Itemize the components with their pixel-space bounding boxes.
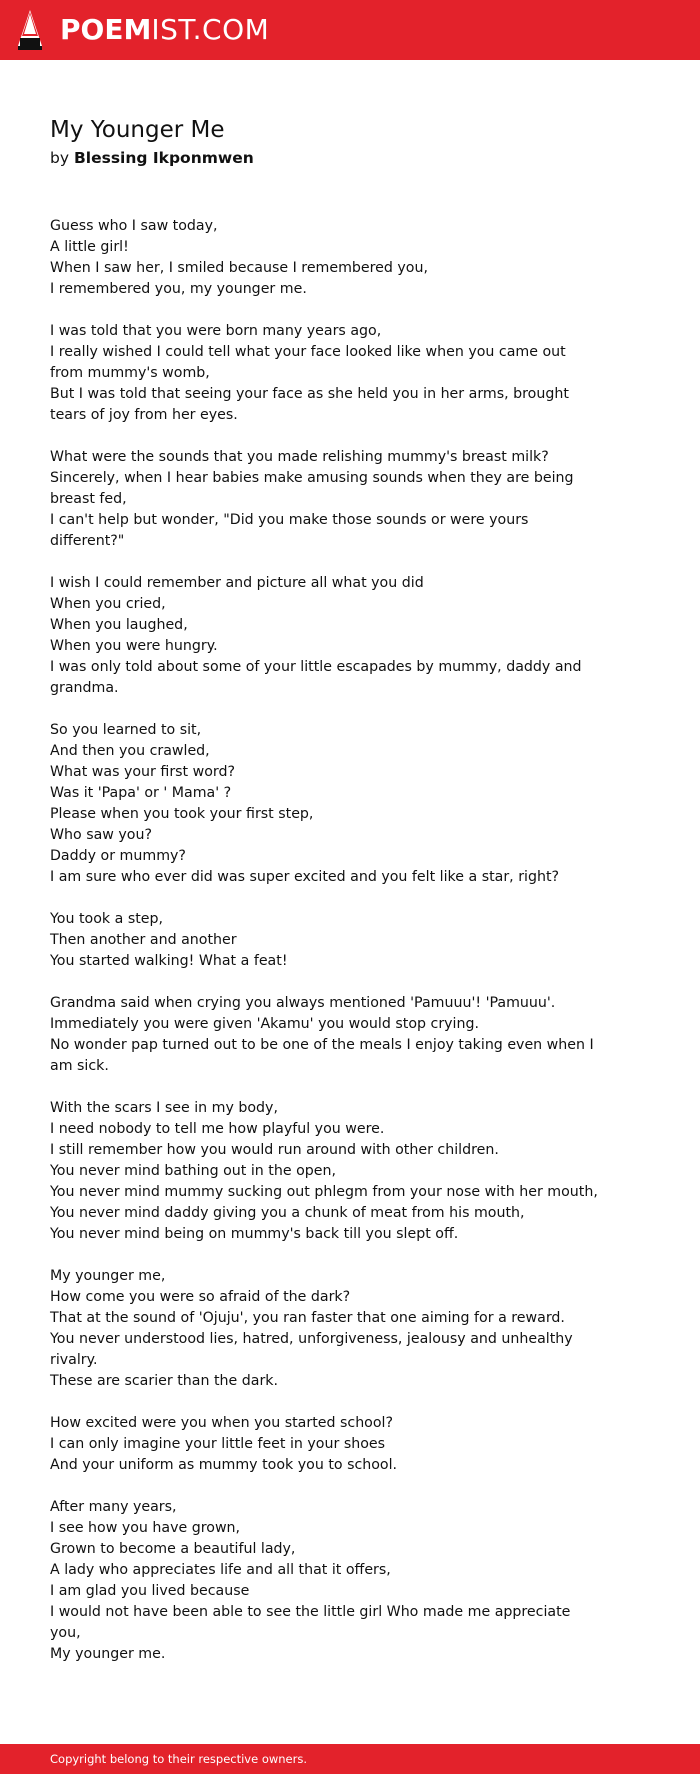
poem-line: I see how you have grown, [50, 1520, 241, 1536]
poem-line: breast fed, [50, 491, 127, 507]
poem-line: After many years, [50, 1499, 177, 1515]
poem-line: You never understood lies, hatred, unforgiveness, jealousy and unhealthy [50, 1331, 573, 1347]
poem-line: tears of joy from her eyes. [50, 407, 238, 423]
poem-line: Daddy or mummy? [50, 848, 186, 864]
poem-line: I still remember how you would run around with other children. [50, 1142, 499, 1158]
poem-line: No wonder pap turned out to be one of the meals I enjoy taking even when I [50, 1037, 594, 1053]
poem-line: What were the sounds that you made relishing mummy's breast milk? [50, 449, 549, 465]
poem-line: Grown to become a beautiful lady, [50, 1541, 296, 1557]
poem-stanza [50, 993, 610, 1077]
logo-bold-part: POEM [60, 13, 152, 46]
poem-stanza [50, 1497, 610, 1665]
poem-byline [50, 147, 610, 169]
poem-line: different?" [50, 533, 125, 549]
poem-line: Who saw you? [50, 827, 153, 843]
site-header [0, 0, 700, 60]
poem-line: Please when you took your first step, [50, 806, 314, 822]
poem-stanza [50, 720, 610, 888]
poem-stanza [50, 1266, 610, 1392]
poem-line: A little girl! [50, 239, 129, 255]
poem-line: How come you were so afraid of the dark? [50, 1289, 351, 1305]
poem-line: When you cried, [50, 596, 166, 612]
poem-line: You started walking! What a feat! [50, 953, 288, 969]
poem-line: And then you crawled, [50, 743, 210, 759]
poem-line: Grandma said when crying you always mentioned 'Pamuuu'! 'Pamuuu'. [50, 995, 556, 1011]
poem-line: You took a step, [50, 911, 164, 927]
poem-line: grandma. [50, 680, 119, 696]
poem-line: I can't help but wonder, "Did you make those sounds or were yours [50, 512, 529, 528]
poem-line: I was told that you were born many years ago, [50, 323, 382, 339]
poem-stanza [50, 447, 610, 552]
poem-line: I can only imagine your little feet in your shoes [50, 1436, 386, 1452]
poem-line: What was your first word? [50, 764, 236, 780]
poem-line: And your uniform as mummy took you to school. [50, 1457, 398, 1473]
poem-line: You never mind bathing out in the open, [50, 1163, 337, 1179]
site-logo-link[interactable] [16, 8, 269, 52]
poem-line: I would not have been able to see the little girl Who made me appreciate [50, 1604, 571, 1620]
poem-stanza [50, 909, 610, 972]
poem-stanza [50, 573, 610, 699]
poem-line: My younger me, [50, 1268, 166, 1284]
poem-line: Sincerely, when I hear babies make amusing sounds when they are being [50, 470, 574, 486]
poem-line: So you learned to sit, [50, 722, 202, 738]
poem-body [50, 216, 610, 1665]
poem-line: That at the sound of 'Ojuju', you ran faster that one aiming for a reward. [50, 1310, 565, 1326]
poem-line: With the scars I see in my body, [50, 1100, 278, 1116]
poem-stanza [50, 1413, 610, 1476]
byline-prefix: by [50, 149, 70, 167]
poem-author: Blessing Ikponmwen [73, 149, 254, 167]
poem-line: am sick. [50, 1058, 109, 1074]
poem-line: When you laughed, [50, 617, 188, 633]
copyright-notice: Copyright belong to their respective owners. [50, 1752, 308, 1766]
poem-line: Was it 'Papa' or ' Mama' ? [50, 785, 232, 801]
poem-line: My younger me. [50, 1646, 166, 1662]
poem-line: I was only told about some of your little escapades by mummy, daddy and [50, 659, 582, 675]
poem-line: I am glad you lived because [50, 1583, 250, 1599]
poem-line: I remembered you, my younger me. [50, 281, 307, 297]
poem-line: A lady who appreciates life and all that it offers, [50, 1562, 391, 1578]
poem-line: Then another and another [50, 932, 237, 948]
poem-line: you, [50, 1625, 81, 1641]
poem-line: But I was told that seeing your face as she held you in her arms, brought [50, 386, 569, 402]
pen-nib-icon [16, 8, 44, 52]
poem-stanza [50, 1098, 610, 1245]
poem-title: My Younger Me [50, 117, 225, 143]
poem-stanza [50, 321, 610, 426]
poem-line: I wish I could remember and picture all what you did [50, 575, 424, 591]
poem-line: How excited were you when you started school? [50, 1415, 394, 1431]
poem-line: When I saw her, I smiled because I remembered you, [50, 260, 428, 276]
poem-line: I need nobody to tell me how playful you were. [50, 1121, 385, 1137]
site-logo-text [60, 8, 269, 52]
poem-line: rivalry. [50, 1352, 98, 1368]
poem-line: You never mind mummy sucking out phlegm from your nose with her mouth, [50, 1184, 598, 1200]
poem-line: You never mind daddy giving you a chunk of meat from his mouth, [50, 1205, 525, 1221]
poem-line: You never mind being on mummy's back till you slept off. [50, 1226, 459, 1242]
poem-line: from mummy's womb, [50, 365, 210, 381]
site-footer [0, 1744, 700, 1774]
poem-line: Guess who I saw today, [50, 218, 218, 234]
poem-stanza [50, 216, 610, 300]
poem-line: These are scarier than the dark. [50, 1373, 279, 1389]
poem-line: I really wished I could tell what your face looked like when you came out [50, 344, 566, 360]
poem-line: I am sure who ever did was super excited and you felt like a star, right? [50, 869, 560, 885]
poem-line: Immediately you were given 'Akamu' you would stop crying. [50, 1016, 480, 1032]
logo-light-part: IST.COM [151, 13, 270, 46]
poem-line: When you were hungry. [50, 638, 218, 654]
poem-content [50, 115, 610, 1686]
